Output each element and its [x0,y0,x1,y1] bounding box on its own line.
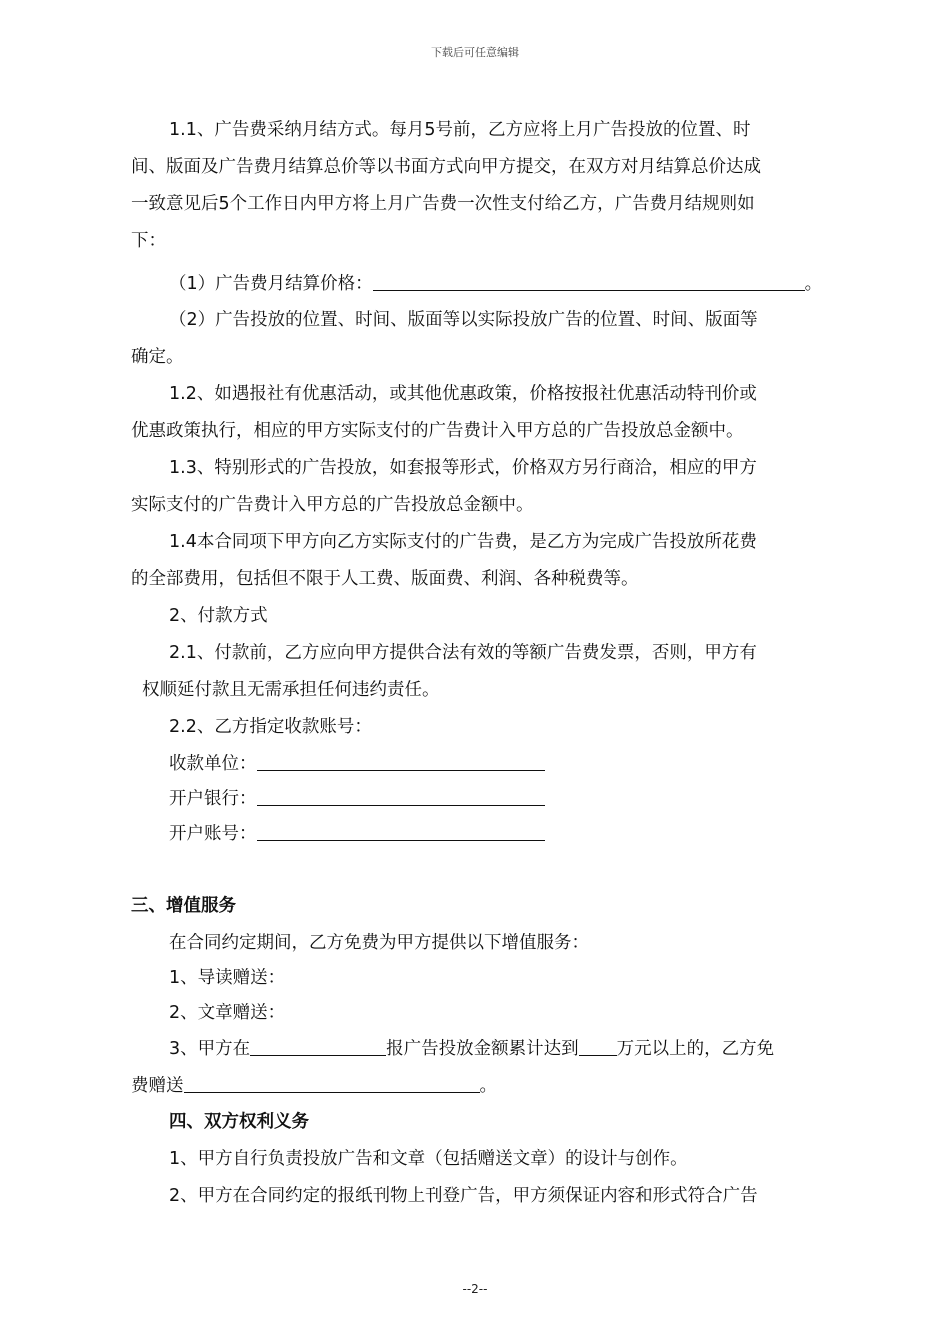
para-2-1-line1: 2.1、付款前，乙方应向甲方提供合法有效的等额广告费发票，否则，甲方有 [169,643,757,663]
page-number: --2-- [462,1282,488,1296]
payee-unit-label: 收款单位： [169,754,257,774]
rights-2: 2、甲方在合同约定的报纸刊物上刊登广告，甲方须保证内容和形式符合广告 [169,1186,758,1206]
bank-blank[interactable] [257,787,545,806]
monthly-price-end: 。 [804,274,823,294]
para-1-1b-line1: （2）广告投放的位置、时间、版面等以实际投放广告的位置、时间、版面等 [169,310,758,330]
page-header: 下载后可任意编辑 [431,46,519,59]
section-heading-rights: 四、双方权利义务 [169,1112,309,1132]
service-1: 1、导读赠送： [169,968,286,988]
account-field [169,822,545,846]
monthly-price-field [169,272,822,296]
para-1-1-line2: 间、版面及广告费月结算总价等以书面方式向甲方提交，在双方对月结算总价达成 [131,157,761,177]
newspaper-blank[interactable] [250,1037,386,1056]
account-label: 开户账号： [169,824,257,844]
monthly-price-blank[interactable] [373,272,805,291]
para-2-2: 2.2、乙方指定收款账号： [169,717,372,737]
amount-blank[interactable] [579,1037,617,1056]
account-blank[interactable] [257,822,545,841]
para-1-4-line2: 的全部费用，包括但不限于人工费、版面费、利润、各种税费等。 [131,569,639,589]
para-1-2-line2: 优惠政策执行，相应的甲方实际支付的广告费计入甲方总的广告投放总金额中。 [131,421,744,441]
services-intro: 在合同约定期间，乙方免费为甲方提供以下增值服务： [169,933,589,953]
section-payment-method: 2、付款方式 [169,606,268,626]
service-3-text-b: 报广告投放金额累计达到 [386,1039,579,1059]
para-1-3-line2: 实际支付的广告费计入甲方总的广告投放总金额中。 [131,495,534,515]
service-3-line2 [131,1074,497,1098]
payee-unit-blank[interactable] [257,752,545,771]
service-3-text-d: 费赠送 [131,1076,184,1096]
rights-1: 1、甲方自行负责投放广告和文章（包括赠送文章）的设计与创作。 [169,1149,688,1169]
service-3-text-e: 。 [479,1076,497,1096]
service-2: 2、文章赠送： [169,1003,286,1023]
gift-blank[interactable] [184,1074,480,1093]
service-3-text-c: 万元以上的，乙方免 [616,1039,775,1059]
para-1-3-line1: 1.3、特别形式的广告投放，如套报等形式，价格双方另行商洽，相应的甲方 [169,458,757,478]
para-1-2-line1: 1.2、如遇报社有优惠活动，或其他优惠政策，价格按报社优惠活动特刊价或 [169,384,757,404]
service-3-line1 [169,1037,774,1061]
monthly-price-label: （1）广告费月结算价格： [169,274,373,294]
para-1-1-line1: 1.1、广告费采纳月结方式。每月5号前，乙方应将上月广告投放的位置、时 [169,120,751,140]
service-3-text-a: 3、甲方在 [169,1039,251,1059]
para-2-1-line2: 权顺延付款且无需承担任何违约责任。 [142,680,440,700]
bank-label: 开户银行： [169,789,257,809]
para-1-1-line3: 一致意见后5个工作日内甲方将上月广告费一次性支付给乙方，广告费月结规则如 [131,194,755,214]
para-1-1b-line2: 确定。 [131,347,184,367]
bank-field [169,787,545,811]
section-heading-value-added: 三、增值服务 [131,896,236,916]
para-1-1-line4: 下： [131,231,166,251]
payee-unit-field [169,752,545,776]
para-1-4-line1: 1.4本合同项下甲方向乙方实际支付的广告费，是乙方为完成广告投放所花费 [169,532,757,552]
